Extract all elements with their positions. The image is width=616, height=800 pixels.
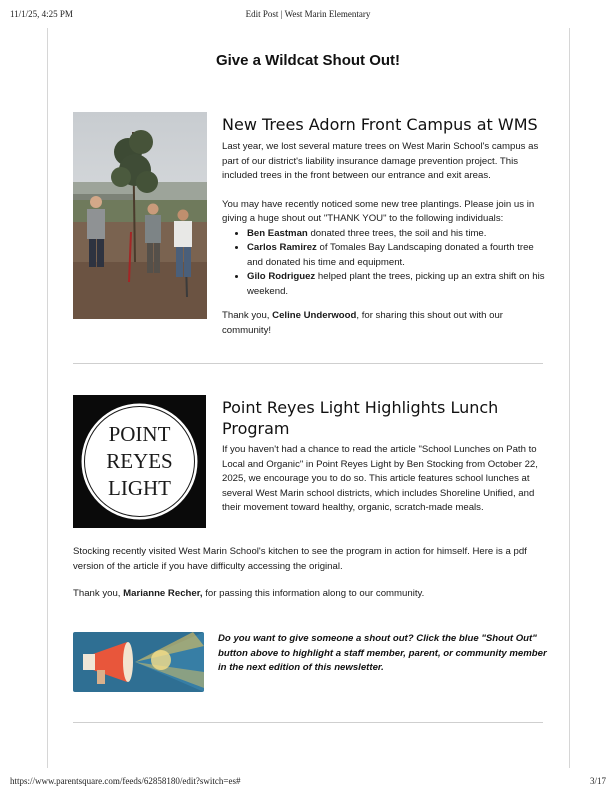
article2-paragraph2: Stocking recently visited West Marin School's kitchen to see the program in action for himself. Here is a pdf version of the article if you have difficulty accessing the original. — [73, 546, 527, 572]
article2-thanks: Thank you, Marianne Recher, for passing this information along to our community. — [73, 588, 425, 599]
list-item: • Ben Eastman donated three trees, the soil and his time. — [247, 227, 548, 242]
article1-paragraph1: Last year, we lost several mature trees on West Marin School's campus as part of our district's liability insurance damage prevention project. This included trees in the front between our entrance and exit areas. — [222, 141, 539, 181]
print-footer — [0, 776, 616, 790]
print-url: https://www.parentsquare.com/feeds/62858180/edit?switch=es# — [10, 776, 241, 786]
logo-line-light: LIGHT — [108, 476, 171, 500]
print-page-title: Edit Post | West Marin Elementary — [245, 9, 371, 19]
article2-heading: Point Reyes Light Highlights Lunch Program — [222, 398, 499, 438]
trees-photo — [73, 112, 207, 319]
logo-line-reyes: REYES — [106, 449, 173, 473]
shoutout-call-to-action: Do you want to give someone a shout out? Click the blue "Shout Out" button above to highlight a staff member, parent, or community member in the next edition of this newsletter. — [218, 633, 547, 673]
article2-paragraph1: If you haven't had a chance to read the article "School Lunches on Path to Local and Organic" in Point Reyes Light by Ben Stocking from October 22, 2025, we encourage you to do so. This article features school lunches at several West Marin school districts, which includes Shoreline Unified, and their movement toward healthy, organic, scratch-made meals. — [222, 444, 538, 513]
list-item: • Carlos Ramirez of Tomales Bay Landscaping donated a fourth tree and donated his time and equipment. — [247, 241, 548, 270]
article1-paragraph2: You may have recently noticed some new tree plantings. Please join us in giving a huge shout out "THANK YOU" to the following individuals: — [222, 198, 535, 224]
section-divider — [73, 722, 543, 723]
content-border-right — [569, 28, 570, 768]
article1-bullet-list — [222, 227, 548, 300]
shoutout-title: Give a Wildcat Shout Out! — [215, 52, 401, 69]
list-item: • Gilo Rodriguez helped plant the trees, picking up an extra shift on his weekend. — [247, 270, 548, 299]
content-border-left — [47, 28, 48, 768]
logo-line-point: POINT — [108, 422, 171, 446]
section-divider — [73, 363, 543, 364]
print-page-number: 3/17 — [589, 776, 606, 786]
article1-body — [222, 140, 548, 338]
point-reyes-light-logo — [73, 395, 206, 528]
print-datetime: 11/1/25, 4:25 PM — [10, 9, 73, 19]
article1-heading: New Trees Adorn Front Campus at WMS — [222, 115, 538, 134]
megaphone-image — [73, 632, 204, 692]
print-header — [0, 9, 616, 23]
article1-thanks: Thank you, Celine Underwood, for sharing this shout out with our community! — [222, 310, 504, 336]
